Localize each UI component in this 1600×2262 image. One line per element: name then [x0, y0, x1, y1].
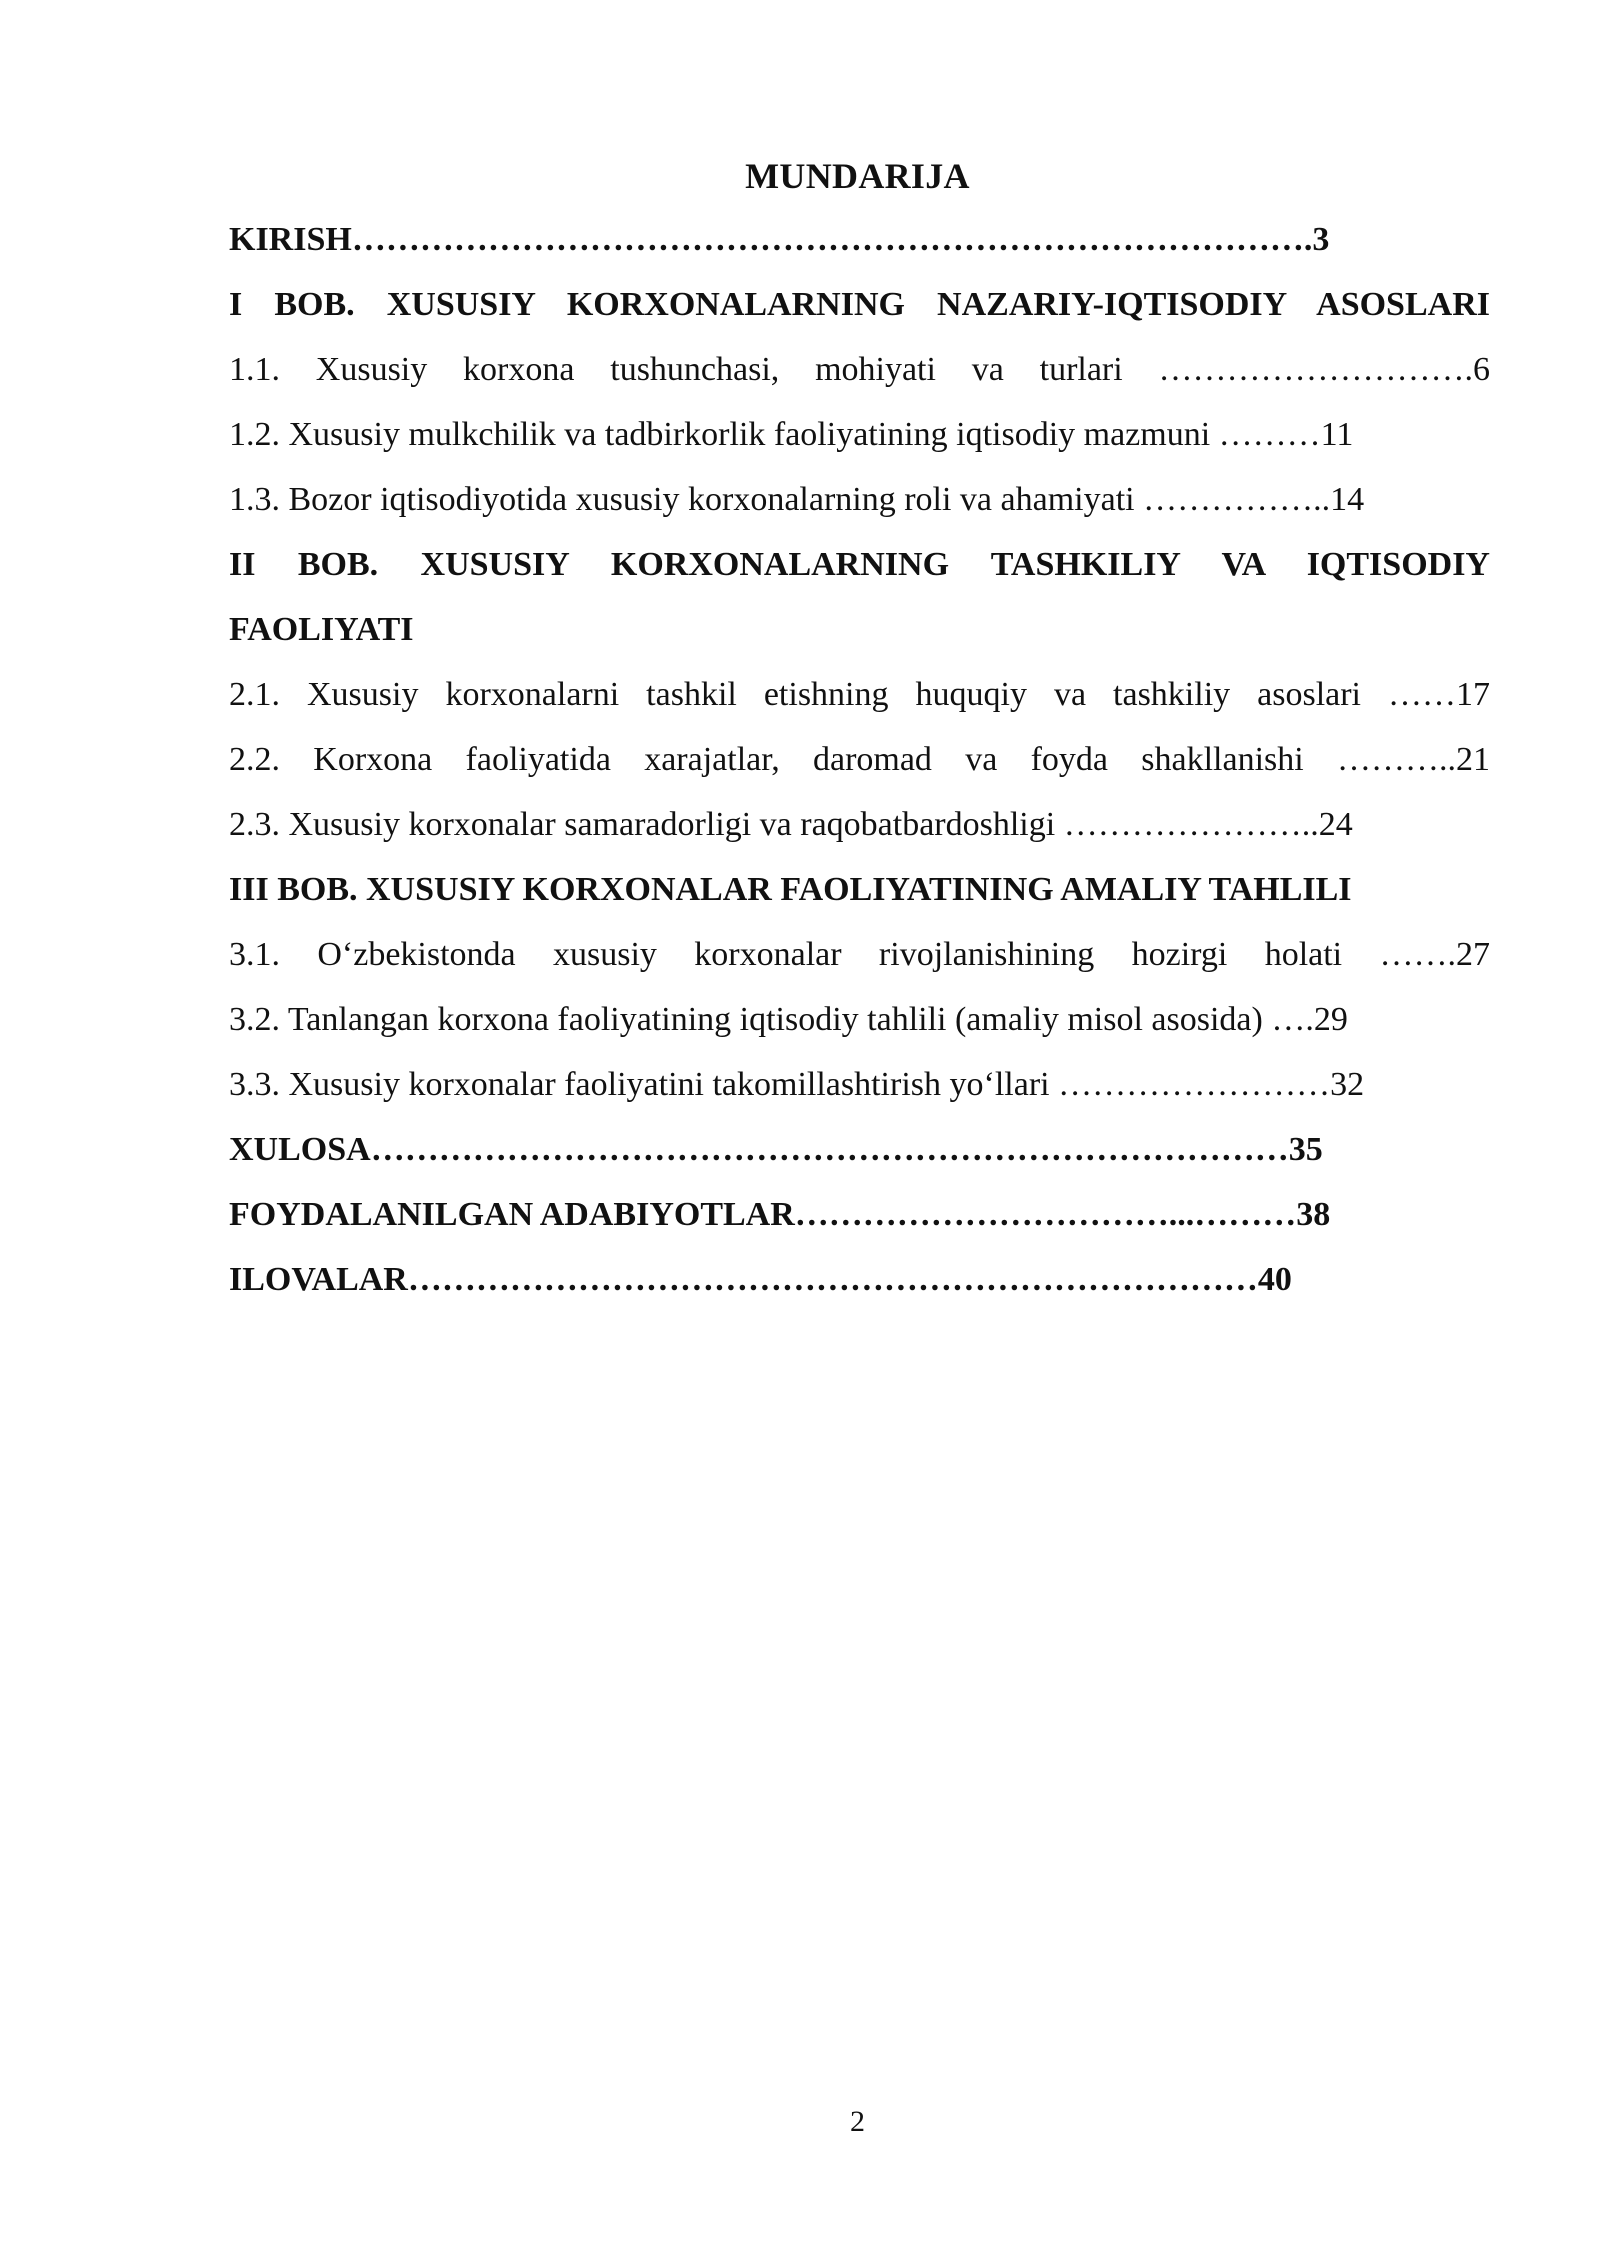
toc-entry-3-1: 3.1. O‘zbekistonda xususiy korxonalar rivojlanishining hozirgi holati …….27	[229, 936, 1490, 973]
toc-entry-3-2: 3.2. Tanlangan korxona faoliyatining iqtisodiy tahlili (amaliy misol asosida) ….29	[229, 1001, 1348, 1038]
toc-chapter-2-heading: II BOB. XUSUSIY KORXONALARNING TASHKILIY VA IQTISODIY	[229, 546, 1490, 583]
toc-entry-2-2: 2.2. Korxona faoliyatida xarajatlar, daromad va foyda shakllanishi ………..21	[229, 741, 1490, 778]
toc-entry-1-1: 1.1. Xususiy korxona tushunchasi, mohiyati va turlari ……………………….6	[229, 351, 1490, 388]
page-number: 2	[850, 2105, 865, 2138]
toc-chapter-3-heading: III BOB. XUSUSIY KORXONALAR FAOLIYATINING AMALIY TAHLILI	[229, 871, 1352, 908]
toc-entry-kirish: KIRISH………………………………………………………………………….3	[229, 221, 1330, 258]
toc-entry-1-3: 1.3. Bozor iqtisodiyotida xususiy korxonalarning roli va ahamiyati ……………..14	[229, 481, 1365, 518]
toc-entry-adabiyotlar: FOYDALANILGAN ADABIYOTLAR……………………………...………38	[229, 1196, 1331, 1233]
page-title: MUNDARIJA	[745, 156, 970, 196]
toc-entry-3-3: 3.3. Xususiy korxonalar faoliyatini takomillashtirish yo‘llari ……………………32	[229, 1066, 1365, 1103]
toc-entry-2-1: 2.1. Xususiy korxonalarni tashkil etishning huquqiy va tashkiliy asoslari ……17	[229, 676, 1490, 713]
toc-chapter-1-heading: I BOB. XUSUSIY KORXONALARNING NAZARIY-IQTISODIY ASOSLARI	[229, 286, 1490, 323]
toc-entry-1-2: 1.2. Xususiy mulkchilik va tadbirkorlik faoliyatining iqtisodiy mazmuni ………11	[229, 416, 1354, 453]
toc-entry-ilovalar: ILOVALAR…………………………………………………………………40	[229, 1261, 1292, 1298]
toc-entry-2-3: 2.3. Xususiy korxonalar samaradorligi va raqobatbardoshligi …………………..24	[229, 806, 1353, 843]
toc-entry-xulosa: XULOSA………………………………………………………………………35	[229, 1131, 1323, 1168]
toc-chapter-2-heading-continued: FAOLIYATI	[229, 611, 414, 648]
